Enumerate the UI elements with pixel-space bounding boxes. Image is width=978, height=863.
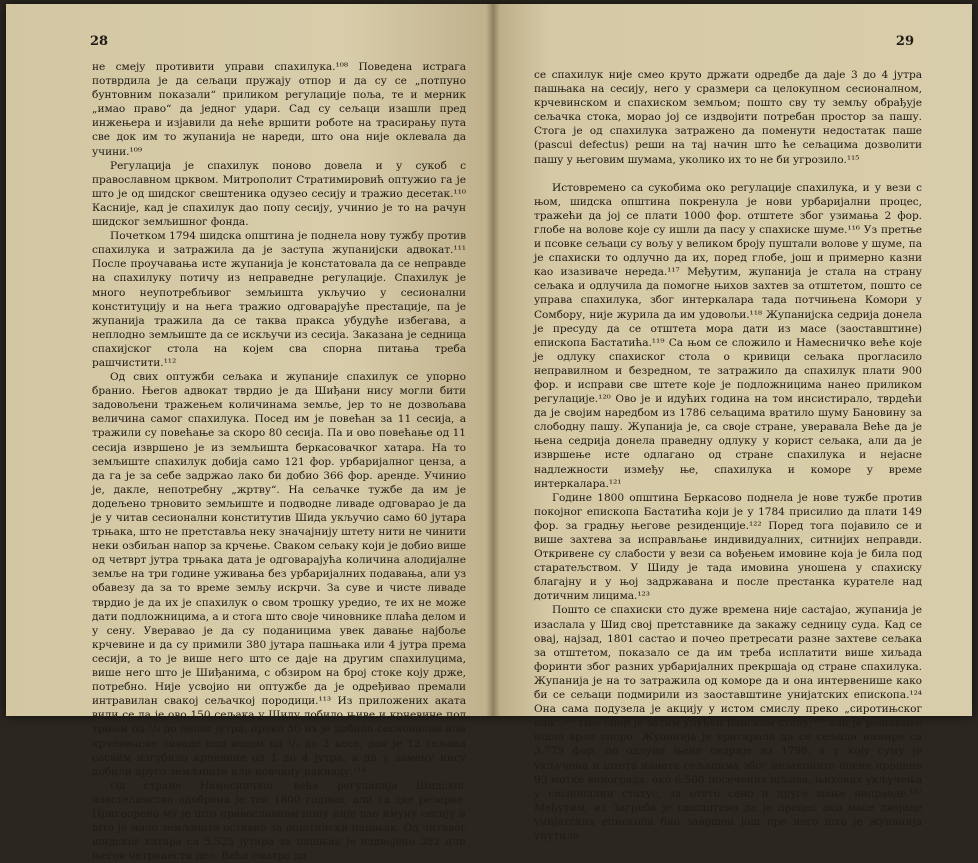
right-page-text (534, 68, 922, 843)
book-spread (6, 4, 972, 863)
paragraph: Регулација је спахилук поново довела и у сукоб с православном црквом. Митрополит Стратимировић оптужио га је што је од шидског свештеника одузео сесију и тражио десетак.¹¹⁰ Касније, кад је спахилук дао попу сесију, учинио је то на рачун шидског земљишног фонда. (92, 159, 466, 229)
paragraph: се спахилук није смео круто држати одредбе да даје 3 до 4 јутра пашњака на сесију, него у сразмери са целокупном сесионалном, крчевинском и спахиском земљом; пошто сву ту земљу обрађује сељачка стока, морао јој се издвојити потребан простор за пашу. Стога је од спахилука затражено да поменути недостатак паше (pascui defectus) реши на тај начин што ће сељацима дозволити пашу у његовим шумама, уколико их то не би угрозило.¹¹⁵ (534, 69, 922, 166)
page-number-left: 28 (90, 34, 109, 49)
left-page (6, 4, 492, 863)
paragraph: не смеју противити управи спахилука.¹⁰⁸ Поведена истрага потврдила је да сељаци пружају отпор и да су се „потпуно бунтовним показали“ приликом регулације поља, те и мерник „имао право“ да једног удари. Сад су сељаци изашли пред инжењера и изјавили да неће вршити роботе на трасирању пута све док им то жупанија не нареди, што она није оклевала да учини.¹⁰⁹ (92, 61, 466, 158)
paragraph: Почетком 1794 шидска општина је поднела нову тужбу против спахилука и затражила да је заступа жупанијски адвокат.¹¹¹ После проучавања исте жупанија је констатовала да се неправде на спахилуку потичу из неправедне регулације. Спахилук је много неупотребљивог земљишта укључио у сесионални конституцију и на њега тражио одговарајуће престације, па је жупанија тражила да се таква пракса убудуће избегава, а неплодно земљиште да се искључи из сесија. Заказана је седница спахијског стола на којем сва спорна питања треба рашчистити.¹¹² (92, 230, 466, 369)
page-number-right: 29 (895, 34, 914, 49)
paragraph: Од свих оптужби сељака и жупаније спахилук се упорно бранио. Његов адвокат тврдио је да Шиђани нису могли бити задовољени тражењем количинама земље, јер то не дозвољава величина самог спахилука. Посед им је повећан за 11 сесија, а тражили су повећање за скоро 80 сесија. Па и ово повећање од 11 сесија извршено је из земљишта беркасовачког хатара. На то земљиште спахилук добија само 121 фор. урбаријалног цензa, а да га је за себе задржао лако би добио 366 фор. аренде. Учинио је, дакле, непотребну „жртву“. На сељачке тужбе да им је додељено трновито земљиште и подводне ливаде одговарао је да је у читав сесионални конститутив Шида укључио само 60 јутара трњака, што не претставља неку значајнију штету нити не чинити неки озбиљан напор за крчење. Сваком сељаку који је добио више од четврт јутра трњака дата је одговарајућа количина алодијалне земље на три године уживања без урбаријалних подавања, али уз обавезу да за то време земљу искрчи. За суве и чисте ливаде тврдио је да их је спахилук о свом трошку уредио, те их не може дати подложницима, а и стога што своје чиновнике плаћа делом и у сену. Уверавао је да су поданицима увек давање најбоље крчевине и да су примили 380 јутара пашњака или 4 јутра према сесији, а то је више него што се даје на другим спахилуцима, више него што је Шиђанима, с обзиром на број стоке коју држе, потребно. Није усвојио ни оптужбе да је одређивао премали интравилан свакој сељачкој породици.¹¹³ Из приложених аката види се да је ово 150 сељака у Шиду добило њиве и крчевине под трњем од ¹/₈ до целог јутра, преко 50 их је добило сесионалне или крчевинске ливаде под водом од ¹/₂ до 2 косе, док је 12 сељака сасвим изгубило крчевине од 1 до 4 јутра, а да у замену нису добили друго земљиште или новчану накнаду.¹¹⁴ (92, 371, 466, 778)
right-page (492, 4, 972, 842)
paragraph: Године 1800 општина Беркасово поднела је нове тужбе против покојног епископа Бастатића који је у 1784 присилио да плати 149 фор. за градњу његове резиденције.¹²² Поред тога појавило се и више захтева за исправљање индивидуалних, ситнијих неправди. Откривене су слабости у вези са вођењем имовине која је била под старатељством. У Шиду је тада имовина уношена у спахиску благајну и у њој задржавана и после престанка курателе над дотичним лицима.¹²³ (534, 491, 922, 603)
left-page-text (92, 60, 466, 863)
paragraph: Истовремено са сукобима око регулације спахилука, и у вези с њом, шидска општина покренула је нови урбаријални процес, тражећи да јој се плати 1000 фор. отштете због узимања 2 фор. глобе на волове које су ишли да пасу у спахиске шуме.¹¹⁶ Уз претње и псовке сељаци су вољу у великом броју пуштали волове у шуме, па је спахиски то одлучно да их, поред глобе, још и примерно казни као изазиваче нереда.¹¹⁷ Међутим, жупанија је стала на страну сељака и одлучила да помогне њихов захтев за отштетом, пошто се управа спахилука, због интеркалара тада потчињена Комори у Сомбору, није журила да им удовољи.¹¹⁸ Жупанијска седрија донела је пресуду да се отштета мора дати из масе (заоставштине) епископа Бастатића.¹¹⁹ Са њом се сложило и Намесничко веће које је одлуку спахиског стола о кривици сељака прогласило неправилном и безредном, те затражило да спахилук плати 900 фор. и исправи све штете које је подложницима нанео приликом регулације.¹²⁰ Ово је и идућих година на том инсистирало, тврдећи да је својим наредбом из 1786 сељацима вратило шуму Бановину за слободну пашу. Жупанија је, са своје стране, уверавала Веће да је њена седрија донела праведну одлуку у корист сељака, али да је извршење исте одлагано од стране спахилука и нејасне надлежности између ње, спахилука и коморе у време интеркалара.¹²¹ (534, 181, 922, 490)
paragraph: Пошто се спахиски сто дуже времена није састајао, жупанија је изаслала у Шид свој претставнике да закажу седницу суда. Кад се овај, најзад, 1801 састао и почео претресати разне захтеве сељака за отштетом, показало се да им треба исплатити више хиљада форинти због разних урбаријалних прекршаја од стране спахилука. Жупанија је на то затражила од коморе да и она интервенише како би се сељаци подмирили из заоставштине унијатских епископа.¹²⁴ Она сама подузела је акцију у истом смислу преко „сиротињског опа“.¹²⁵ Цео спор је затим упућен Банском столу;¹²⁶ али је решавање ишло врло споро. Жупанија је уригирала да се сељаци намире са 3.779 фор. по одлуци њене седрије из 1798, а у коју суму је укључена и штета нанета сељацима због незаконите оцене процене 93 моткe винограда, око 6.500 посечених шљива, њихових укључења у сесионални статус, за отето сено и друге мање неправде.¹²⁷ Међутим, из Загреба је саопштено да је процес око масе двојице унијатских епископа био завршен још пре него што је жупанија упутила (534, 604, 922, 842)
paragraph: Од стране Намесничког већа регулација Шидског властелинства одобрена је тек 1800 године, али са две резерве. Пригоорено му је што православном попу није дао имуну сесију и што је мало земљишта оставио за општински пашњак. Од читавог шидског хатара са 5.525 јутара за пашњак је издвојено 382 или његов четрнаести део. Веће сматра да (92, 779, 466, 863)
